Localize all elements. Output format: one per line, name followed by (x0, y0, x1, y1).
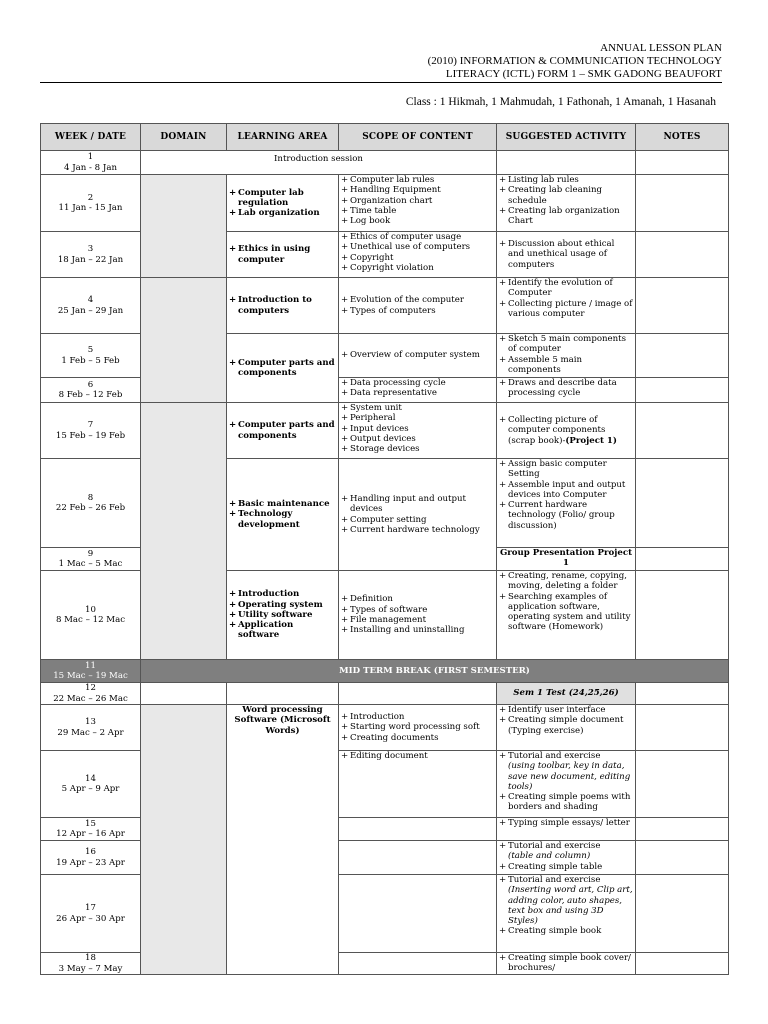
notes-cell (636, 841, 729, 875)
activity-cell: + Tutorial and exercise (using toolbar, key in data, save new document, editing tools) + Creating simple poems with borders and shading (497, 751, 636, 818)
activity-cell: + Discussion about ethical and unethical usage of computers (497, 232, 636, 278)
col-scope: SCOPE OF CONTENT (339, 124, 497, 151)
notes-cell (636, 232, 729, 278)
learning-area-cell: + Computer parts and components (227, 334, 339, 403)
table-row (41, 683, 729, 705)
learning-area-cell: + Computer lab regulation + Lab organization (227, 175, 339, 232)
learning-area-cell: Word processing Software (Microsoft Words) (227, 705, 339, 975)
scope-cell: + Data processing cycle + Data representative (339, 378, 497, 403)
table-row (41, 403, 729, 459)
activity-cell: + Draws and describe data processing cycle (497, 378, 636, 403)
week-cell: 16 19 Apr – 23 Apr (41, 841, 141, 875)
notes-cell (636, 278, 729, 334)
domain-cell (141, 278, 227, 403)
scope-cell: + Computer lab rules + Handling Equipment + Organization chart + Time table + Log book (339, 175, 497, 232)
scope-cell: + Introduction + Starting word processing soft + Creating documents (339, 705, 497, 751)
notes-cell (636, 875, 729, 953)
table-row (41, 705, 729, 751)
col-learning-area: LEARNING AREA (227, 124, 339, 151)
domain-cell (141, 705, 227, 975)
notes-cell (636, 683, 729, 705)
sem1-test: Sem 1 Test (24,25,26) (497, 683, 636, 705)
learning-area-cell: + Basic maintenance + Technology development (227, 459, 339, 571)
intro-session: Introduction session (141, 151, 497, 175)
learning-area-cell: + Introduction + Operating system + Utility software + Application software (227, 571, 339, 660)
activity-cell: + Tutorial and exercise (table and column) + Creating simple table (497, 841, 636, 875)
group-presentation: Group Presentation Project 1 (497, 548, 636, 571)
week-cell: 2 11 Jan - 15 Jan (41, 175, 141, 232)
notes-cell (636, 175, 729, 232)
scope-cell: + System unit + Peripheral + Input devices + Output devices + Storage devices (339, 403, 497, 459)
week-cell: 4 25 Jan – 29 Jan (41, 278, 141, 334)
week-cell: 9 1 Mac – 5 Mac (41, 548, 141, 571)
week-cell: 14 5 Apr – 9 Apr (41, 751, 141, 818)
table-header-row (41, 124, 729, 151)
week-cell: 15 12 Apr – 16 Apr (41, 818, 141, 841)
learning-area-cell: + Ethics in using computer (227, 232, 339, 278)
week-cell: 17 26 Apr – 30 Apr (41, 875, 141, 953)
scope-cell: + Editing document (339, 751, 497, 818)
activity-cell: + Identify the evolution of Computer + Collecting picture / image of various computer (497, 278, 636, 334)
week-cell: 11 15 Mac – 19 Mac (41, 660, 141, 683)
week-cell: 8 22 Feb – 26 Feb (41, 459, 141, 548)
table-row (41, 175, 729, 232)
col-week-date: WEEK / DATE (41, 124, 141, 151)
scope-cell: + Definition + Types of software + File management + Installing and uninstalling (339, 571, 497, 660)
header-subtitle-2: LITERACY (ICTL) FORM 1 – SMK GADONG BEAUFORT (445, 68, 722, 80)
table-row (41, 151, 729, 175)
activity-cell: + Assign basic computer Setting + Assemble input and output devices into Computer + Current hardware technology (Folio/ group discussion) (497, 459, 636, 548)
scope-cell: + Overview of computer system (339, 334, 497, 378)
col-activity: SUGGESTED ACTIVITY (497, 124, 636, 151)
lesson-plan-table (40, 123, 729, 975)
week-cell: 18 3 May – 7 May (41, 953, 141, 975)
scope-cell (339, 953, 497, 975)
week-cell: 6 8 Feb – 12 Feb (41, 378, 141, 403)
week-cell: 1 4 Jan - 8 Jan (41, 151, 141, 175)
notes-cell (636, 548, 729, 571)
activity-cell: + Sketch 5 main components of computer + Assemble 5 main components (497, 334, 636, 378)
week-cell: 10 8 Mac – 12 Mac (41, 571, 141, 660)
activity-cell: + Listing lab rules + Creating lab cleaning schedule + Creating lab organization Chart (497, 175, 636, 232)
notes-cell (636, 459, 729, 548)
notes-cell (636, 334, 729, 378)
activity-cell: + Creating, rename, copying, moving, deleting a folder + Searching examples of application software, operating system and utility software (Homework) (497, 571, 636, 660)
scope-cell: + Handling input and output devices + Computer setting + Current hardware technology (339, 459, 497, 571)
mid-term-break: MID TERM BREAK (FIRST SEMESTER) (141, 660, 729, 683)
notes-cell (636, 953, 729, 975)
notes-cell (636, 403, 729, 459)
notes-cell (636, 378, 729, 403)
learning-area-cell: + Computer parts and components (227, 403, 339, 459)
col-domain: DOMAIN (141, 124, 227, 151)
scope-cell: + Evolution of the computer + Types of computers (339, 278, 497, 334)
scope-cell (339, 875, 497, 953)
week-cell: 12 22 Mac – 26 Mac (41, 683, 141, 705)
notes-cell (636, 751, 729, 818)
scope-cell (339, 841, 497, 875)
activity-cell: + Tutorial and exercise (Inserting word art, Clip art, adding color, auto shapes, text box and using 3D Styles) + Creating simple book (497, 875, 636, 953)
week-cell: 13 29 Mac – 2 Apr (41, 705, 141, 751)
col-notes: NOTES (636, 124, 729, 151)
header-subtitle: (2010) INFORMATION & COMMUNICATION TECHNOLOGY (427, 55, 722, 67)
activity-cell: + Collecting picture of computer components (scrap book)-(Project 1) (497, 403, 636, 459)
scope-cell: + Ethics of computer usage + Unethical use of computers + Copyright + Copyright violation (339, 232, 497, 278)
notes-cell (636, 705, 729, 751)
notes-cell (636, 818, 729, 841)
domain-cell (141, 403, 227, 660)
domain-cell (141, 175, 227, 278)
week-cell: 7 15 Feb – 19 Feb (41, 403, 141, 459)
week-cell: 5 1 Feb – 5 Feb (41, 334, 141, 378)
header-rule (40, 82, 722, 83)
table-row (41, 278, 729, 334)
week-cell: 3 18 Jan – 22 Jan (41, 232, 141, 278)
document-header (428, 42, 722, 81)
activity-cell: + Creating simple book cover/ brochures/ (497, 953, 636, 975)
class-line: Class : 1 Hikmah, 1 Mahmudah, 1 Fathonah, 1 Amanah, 1 Hasanah (405, 96, 716, 108)
header-title: ANNUAL LESSON PLAN (600, 42, 722, 54)
table-row (41, 660, 729, 683)
scope-cell (339, 818, 497, 841)
activity-cell: + Typing simple essays/ letter (497, 818, 636, 841)
notes-cell (636, 571, 729, 660)
activity-cell: + Identify user interface + Creating simple document (Typing exercise) (497, 705, 636, 751)
learning-area-cell: + Introduction to computers (227, 278, 339, 334)
